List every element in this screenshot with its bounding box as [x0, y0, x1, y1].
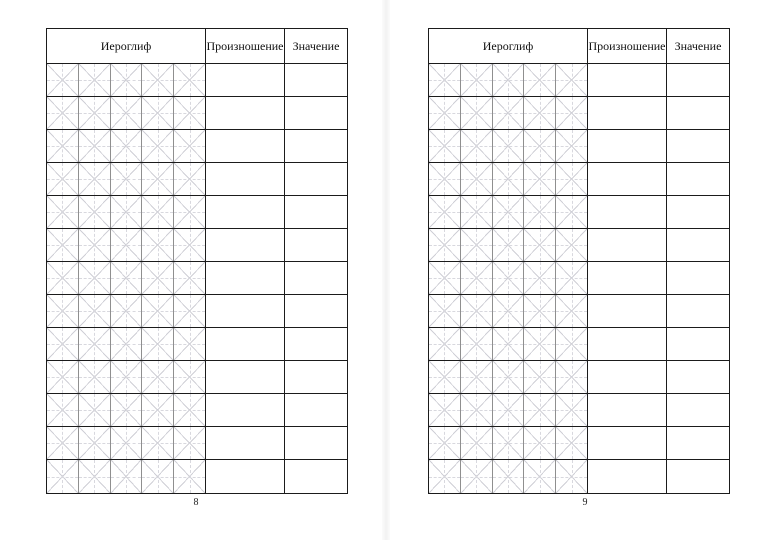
character-practice-cell[interactable] [524, 460, 556, 493]
character-practice-cell[interactable] [142, 64, 174, 96]
pronunciation-cell[interactable] [588, 262, 667, 294]
character-practice-cell[interactable] [493, 460, 525, 493]
pronunciation-cell[interactable] [206, 460, 285, 493]
character-practice-cell[interactable] [429, 97, 461, 129]
pronunciation-cell[interactable] [206, 64, 285, 96]
character-practice-cell[interactable] [556, 262, 587, 294]
pronunciation-cell[interactable] [206, 97, 285, 129]
character-practice-cell[interactable] [174, 361, 205, 393]
character-practice-cell[interactable] [79, 361, 111, 393]
table-row [429, 394, 729, 427]
meaning-cell[interactable] [285, 262, 347, 294]
header-meaning: Значение [674, 38, 722, 53]
character-practice-cell[interactable] [47, 361, 79, 393]
page-number: 8 [193, 497, 199, 508]
character-practice-cell[interactable] [111, 295, 143, 327]
character-practice-cell[interactable] [493, 394, 525, 426]
meaning-cell[interactable] [285, 64, 347, 96]
pronunciation-cell[interactable] [206, 328, 285, 360]
table-row [47, 229, 347, 262]
pronunciation-cell[interactable] [206, 427, 285, 459]
table-header [429, 29, 729, 64]
pronunciation-cell[interactable] [206, 196, 285, 228]
character-practice-cell[interactable] [79, 328, 111, 360]
character-practice-cell[interactable] [493, 328, 525, 360]
pronunciation-cell[interactable] [588, 163, 667, 195]
book-gutter [382, 0, 390, 540]
character-practice-cell[interactable] [556, 97, 587, 129]
character-practice-area [47, 130, 206, 162]
character-practice-cell[interactable] [142, 460, 174, 493]
character-practice-cell[interactable] [524, 394, 556, 426]
character-practice-cell[interactable] [429, 130, 461, 162]
pronunciation-cell[interactable] [206, 163, 285, 195]
character-practice-cell[interactable] [142, 361, 174, 393]
character-practice-area [429, 328, 588, 360]
meaning-cell[interactable] [285, 460, 347, 493]
character-practice-cell[interactable] [524, 229, 556, 261]
character-practice-cell[interactable] [556, 163, 587, 195]
meaning-cell[interactable] [285, 163, 347, 195]
character-practice-cell[interactable] [556, 229, 587, 261]
character-practice-cell[interactable] [461, 64, 493, 96]
character-practice-cell[interactable] [493, 64, 525, 96]
character-practice-area [429, 361, 588, 393]
character-practice-cell[interactable] [461, 295, 493, 327]
table-row [47, 97, 347, 130]
character-practice-cell[interactable] [79, 196, 111, 228]
character-practice-cell[interactable] [142, 262, 174, 294]
meaning-cell[interactable] [667, 328, 729, 360]
character-practice-cell[interactable] [429, 163, 461, 195]
character-practice-cell[interactable] [429, 196, 461, 228]
character-practice-cell[interactable] [556, 361, 587, 393]
pronunciation-cell[interactable] [588, 295, 667, 327]
character-practice-cell[interactable] [461, 427, 493, 459]
left-page [0, 0, 382, 540]
meaning-cell[interactable] [667, 394, 729, 426]
character-practice-cell[interactable] [111, 163, 143, 195]
table-row [429, 262, 729, 295]
character-practice-cell[interactable] [111, 196, 143, 228]
character-practice-cell[interactable] [174, 394, 205, 426]
character-practice-cell[interactable] [174, 229, 205, 261]
pronunciation-cell[interactable] [588, 97, 667, 129]
character-practice-cell[interactable] [47, 460, 79, 493]
character-practice-cell[interactable] [79, 64, 111, 96]
table-row [47, 295, 347, 328]
right-page [390, 0, 772, 540]
character-practice-cell[interactable] [79, 97, 111, 129]
character-practice-cell[interactable] [111, 97, 143, 129]
character-practice-cell[interactable] [142, 427, 174, 459]
table-row [429, 295, 729, 328]
meaning-cell[interactable] [667, 130, 729, 162]
character-practice-cell[interactable] [429, 64, 461, 96]
table-row [47, 130, 347, 163]
meaning-cell[interactable] [285, 97, 347, 129]
pronunciation-cell[interactable] [206, 295, 285, 327]
character-practice-cell[interactable] [461, 130, 493, 162]
character-practice-cell[interactable] [111, 130, 143, 162]
character-practice-cell[interactable] [429, 427, 461, 459]
character-practice-cell[interactable] [79, 130, 111, 162]
character-practice-cell[interactable] [79, 427, 111, 459]
table-row [429, 196, 729, 229]
character-practice-area [47, 196, 206, 228]
character-practice-cell[interactable] [493, 262, 525, 294]
character-practice-area [429, 97, 588, 129]
table-row [47, 262, 347, 295]
table-row [47, 328, 347, 361]
page-number: 9 [582, 497, 588, 508]
character-practice-cell[interactable] [174, 460, 205, 493]
character-practice-cell[interactable] [461, 460, 493, 493]
table-row [47, 427, 347, 460]
table-row [47, 394, 347, 427]
character-practice-cell[interactable] [556, 328, 587, 360]
table-row [429, 64, 729, 97]
meaning-cell[interactable] [285, 361, 347, 393]
pronunciation-cell[interactable] [206, 229, 285, 261]
character-practice-cell[interactable] [524, 196, 556, 228]
character-practice-area [47, 394, 206, 426]
character-practice-cell[interactable] [47, 295, 79, 327]
character-practice-cell[interactable] [111, 328, 143, 360]
meaning-cell[interactable] [285, 130, 347, 162]
meaning-cell[interactable] [667, 427, 729, 459]
character-practice-area [429, 130, 588, 162]
character-practice-cell[interactable] [461, 163, 493, 195]
character-practice-cell[interactable] [79, 262, 111, 294]
character-practice-cell[interactable] [142, 229, 174, 261]
character-practice-cell[interactable] [556, 130, 587, 162]
character-practice-cell[interactable] [461, 394, 493, 426]
header-character: Иероглиф [429, 29, 588, 63]
table-row [429, 427, 729, 460]
pronunciation-cell[interactable] [206, 361, 285, 393]
character-practice-cell[interactable] [524, 163, 556, 195]
table-body [47, 64, 347, 493]
meaning-cell[interactable] [667, 229, 729, 261]
table-row [429, 361, 729, 394]
character-practice-area [47, 262, 206, 294]
character-practice-area [47, 361, 206, 393]
character-practice-cell[interactable] [79, 295, 111, 327]
character-practice-area [429, 427, 588, 459]
character-practice-area [429, 394, 588, 426]
character-practice-cell[interactable] [493, 196, 525, 228]
character-practice-cell[interactable] [142, 295, 174, 327]
character-practice-area [429, 262, 588, 294]
pronunciation-cell[interactable] [588, 64, 667, 96]
character-practice-area [429, 295, 588, 327]
character-practice-area [47, 328, 206, 360]
character-practice-cell[interactable] [111, 361, 143, 393]
meaning-cell[interactable] [285, 328, 347, 360]
character-practice-cell[interactable] [174, 262, 205, 294]
meaning-cell[interactable] [667, 97, 729, 129]
table-row [429, 163, 729, 196]
character-practice-cell[interactable] [79, 394, 111, 426]
character-practice-cell[interactable] [493, 229, 525, 261]
character-practice-area [47, 427, 206, 459]
character-practice-cell[interactable] [79, 460, 111, 493]
pronunciation-cell[interactable] [206, 262, 285, 294]
character-practice-cell[interactable] [47, 262, 79, 294]
table-body [429, 64, 729, 493]
meaning-cell[interactable] [285, 196, 347, 228]
character-practice-cell[interactable] [524, 262, 556, 294]
meaning-cell[interactable] [667, 196, 729, 228]
character-practice-cell[interactable] [47, 163, 79, 195]
character-practice-area [429, 229, 588, 261]
character-practice-cell[interactable] [111, 64, 143, 96]
character-practice-cell[interactable] [493, 361, 525, 393]
pronunciation-cell[interactable] [588, 196, 667, 228]
character-practice-cell[interactable] [47, 97, 79, 129]
character-practice-cell[interactable] [461, 262, 493, 294]
character-practice-cell[interactable] [111, 460, 143, 493]
character-practice-cell[interactable] [429, 229, 461, 261]
table-row [429, 97, 729, 130]
character-practice-cell[interactable] [524, 361, 556, 393]
worksheet-table-right [428, 28, 730, 494]
character-practice-cell[interactable] [111, 394, 143, 426]
character-practice-cell[interactable] [174, 427, 205, 459]
character-practice-area [47, 64, 206, 96]
character-practice-area [429, 64, 588, 96]
character-practice-cell[interactable] [174, 130, 205, 162]
character-practice-cell[interactable] [142, 196, 174, 228]
meaning-cell[interactable] [667, 295, 729, 327]
character-practice-area [429, 196, 588, 228]
character-practice-cell[interactable] [47, 196, 79, 228]
pronunciation-cell[interactable] [588, 229, 667, 261]
table-row [429, 460, 729, 493]
character-practice-cell[interactable] [174, 163, 205, 195]
character-practice-cell[interactable] [524, 64, 556, 96]
character-practice-cell[interactable] [556, 295, 587, 327]
character-practice-cell[interactable] [556, 196, 587, 228]
character-practice-cell[interactable] [142, 163, 174, 195]
pronunciation-cell[interactable] [206, 394, 285, 426]
character-practice-cell[interactable] [524, 130, 556, 162]
character-practice-cell[interactable] [47, 229, 79, 261]
character-practice-cell[interactable] [493, 163, 525, 195]
character-practice-cell[interactable] [493, 427, 525, 459]
character-practice-cell[interactable] [556, 427, 587, 459]
table-row [47, 163, 347, 196]
character-practice-cell[interactable] [79, 229, 111, 261]
character-practice-cell[interactable] [429, 328, 461, 360]
character-practice-cell[interactable] [79, 163, 111, 195]
table-row [47, 361, 347, 394]
character-practice-area [47, 97, 206, 129]
character-practice-area [429, 460, 588, 493]
character-practice-cell[interactable] [174, 64, 205, 96]
character-practice-cell[interactable] [47, 427, 79, 459]
meaning-cell[interactable] [667, 64, 729, 96]
meaning-cell[interactable] [285, 229, 347, 261]
character-practice-area [47, 163, 206, 195]
table-row [429, 229, 729, 262]
header-character: Иероглиф [47, 29, 206, 63]
character-practice-cell[interactable] [493, 130, 525, 162]
table-row [47, 196, 347, 229]
header-pronunciation: Произношение [206, 29, 285, 63]
character-practice-cell[interactable] [524, 427, 556, 459]
character-practice-cell[interactable] [493, 295, 525, 327]
character-practice-cell[interactable] [47, 394, 79, 426]
character-practice-cell[interactable] [174, 295, 205, 327]
character-practice-cell[interactable] [461, 328, 493, 360]
character-practice-cell[interactable] [461, 361, 493, 393]
meaning-cell[interactable] [667, 163, 729, 195]
character-practice-cell[interactable] [556, 394, 587, 426]
table-header [47, 29, 347, 64]
pronunciation-cell[interactable] [206, 130, 285, 162]
character-practice-cell[interactable] [461, 229, 493, 261]
character-practice-area [47, 295, 206, 327]
worksheet-table-left [46, 28, 348, 494]
header-pronunciation: Произношение [588, 29, 667, 63]
pronunciation-cell[interactable] [588, 328, 667, 360]
character-practice-cell[interactable] [429, 361, 461, 393]
pronunciation-cell[interactable] [588, 460, 667, 493]
character-practice-cell[interactable] [429, 394, 461, 426]
header-meaning: Значение [292, 38, 340, 53]
meaning-cell[interactable] [285, 394, 347, 426]
character-practice-cell[interactable] [142, 130, 174, 162]
table-row [47, 64, 347, 97]
character-practice-cell[interactable] [111, 427, 143, 459]
pronunciation-cell[interactable] [588, 361, 667, 393]
meaning-cell[interactable] [667, 460, 729, 493]
character-practice-cell[interactable] [111, 262, 143, 294]
meaning-cell[interactable] [285, 295, 347, 327]
character-practice-cell[interactable] [142, 394, 174, 426]
character-practice-cell[interactable] [524, 295, 556, 327]
character-practice-cell[interactable] [461, 196, 493, 228]
character-practice-area [429, 163, 588, 195]
character-practice-cell[interactable] [47, 328, 79, 360]
table-row [429, 328, 729, 361]
meaning-cell[interactable] [285, 427, 347, 459]
pronunciation-cell[interactable] [588, 130, 667, 162]
character-practice-cell[interactable] [142, 97, 174, 129]
character-practice-cell[interactable] [174, 196, 205, 228]
character-practice-cell[interactable] [461, 97, 493, 129]
character-practice-cell[interactable] [429, 460, 461, 493]
character-practice-cell[interactable] [47, 130, 79, 162]
character-practice-cell[interactable] [524, 328, 556, 360]
character-practice-cell[interactable] [524, 97, 556, 129]
character-practice-cell[interactable] [111, 229, 143, 261]
character-practice-cell[interactable] [47, 64, 79, 96]
meaning-cell[interactable] [667, 262, 729, 294]
pronunciation-cell[interactable] [588, 394, 667, 426]
character-practice-area [47, 460, 206, 493]
table-row [429, 130, 729, 163]
character-practice-cell[interactable] [174, 97, 205, 129]
character-practice-cell[interactable] [174, 328, 205, 360]
character-practice-cell[interactable] [556, 460, 587, 493]
character-practice-cell[interactable] [429, 262, 461, 294]
character-practice-cell[interactable] [429, 295, 461, 327]
meaning-cell[interactable] [667, 361, 729, 393]
table-row [47, 460, 347, 493]
character-practice-cell[interactable] [493, 97, 525, 129]
character-practice-cell[interactable] [556, 64, 587, 96]
character-practice-cell[interactable] [142, 328, 174, 360]
pronunciation-cell[interactable] [588, 427, 667, 459]
character-practice-area [47, 229, 206, 261]
